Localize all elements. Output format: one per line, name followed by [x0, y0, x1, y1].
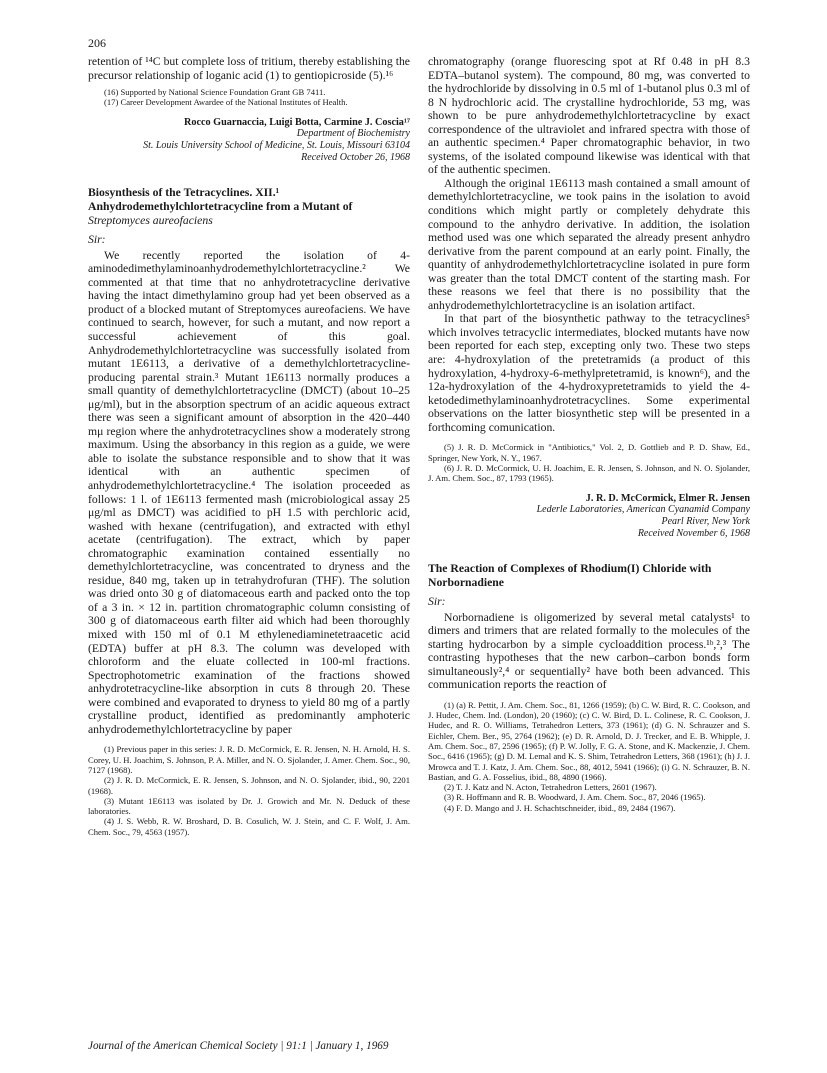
footnote-3: (3) Mutant 1E6113 was isolated by Dr. J. Growich and Mr. N. Deduck of these laboratories.: [88, 795, 410, 817]
left-column: [88, 55, 410, 837]
article-title: Biosynthesis of the Tetracyclines. XII.¹ Anhydrodemethylchlortetracycline from a Mutant of: [88, 185, 353, 213]
footnote-3-second-article: (3) R. Hoffmann and R. B. Woodward, J. Am. Chem. Soc., 87, 2046 (1965).: [444, 792, 706, 803]
institution-affiliation-2: Lederle Laboratories, American Cyanamid Company: [536, 503, 750, 515]
footnotes-left: [88, 744, 410, 837]
journal-footer: Journal of the American Chemical Society | 91:1 | January 1, 1969: [88, 1040, 389, 1052]
footnote-6: (6) J. R. D. McCormick, U. H. Joachim, E. R. Jensen, S. Johnson, and N. O. Sjolander, J. Am. Chem. Soc., 87, 1793 (1965).: [428, 462, 750, 484]
footnotes-previous-article: [88, 87, 410, 108]
footnote-2: (2) J. R. D. McCormick, E. R. Jensen, S. Johnson, and N. O. Sjolander, ibid., 90, 2201 (1968).: [88, 775, 410, 796]
paragraph-body-3: In that part of the biosynthetic pathway to the tetracyclines⁵ which involves tetracyclic intermediates, blocked mutants have now been reported for each step, excepting only two. These two steps are: 4-hydroxylation of the pretetramids (a product of this hydroxylation, 4-hydroxy-6-methylpretetramid, is known⁶), and the 12a-hydroxylation of the 4-hydroxypretetramids to yield the 4-ketodedimethylaminoanhydrotetracyclines. Some experimental observations on the latter biosynthetic step will be presented in a forthcoming comunication.: [428, 312, 750, 434]
location-affiliation-2: Pearl River, New York: [661, 515, 750, 527]
footnotes-right-top: [428, 442, 750, 483]
author-signature-2: J. R. D. McCormick, Elmer R. Jensen: [585, 492, 750, 504]
right-column: [428, 55, 750, 813]
footnote-1: (1) Previous paper in this series: J. R. D. McCormick, E. R. Jensen, N. H. Arnold, H. S. Corey, U. H. Joachim, S. Johnson, P. A. Miller, and N. O. Sjolander, J. Amer. Chem. Soc., 90, 7127 (1968).: [88, 744, 410, 775]
paragraph-continued: chromatography (orange fluorescing spot at Rf 0.48 in pH 8.3 EDTA–butanol system). The compound, 80 mg, was converted to the hydrochloride by dissolving in 0.5 ml of 1-butanol plus 0.3 ml of 8 N hydrochloric acid. The crystalline hydrochloride, 53 mg, was shown to be pure anhydrodemethylchlortetracycline by exact correspondence of the ultraviolet and infrared spectra with those of an authentic specimen.⁴ Paper chromatographic behavior, in two systems, of the isolated compound likewise was identical with that of the authentic specimen.: [428, 55, 750, 177]
salutation-2: Sir:: [428, 594, 446, 608]
footnote-4: (4) J. S. Webb, R. W. Broshard, D. B. Cosulich, W. J. Stein, and C. F. Wolf, J. Am. Chem. Soc., 79, 4563 (1957).: [88, 816, 410, 837]
received-date: Received October 26, 1968: [301, 151, 410, 163]
footnote-17: (17) Career Development Awardee of the National Institutes of Health.: [104, 97, 348, 108]
institution-affiliation: St. Louis University School of Medicine, St. Louis, Missouri 63104: [143, 139, 410, 151]
paragraph-intro: retention of ¹⁴C but complete loss of tritium, thereby establishing the precursor relationship of loganic acid (1) to gentiopicroside (5).¹⁶: [88, 55, 410, 82]
paragraph-body-1: We recently reported the isolation of 4-aminodedimethylaminoanhydrodemethylchlortetracycline.² We commented at that time that no anhydrotetracycline derivative having the intact dimethylamino group had yet been observed as a product of a blocked mutant of Streptomyces aureofaciens. We have continued to search, however, for such a mutant, and now report a successful achievement of this goal. Anhydrodemethylchlortetracycline was successfully isolated from mutant 1E6113, a derivative of a demethylchlortetracycline-producing parental strain.³ Mutant 1E6113 normally produces a small quantity of demethylchlortetracycline (DMCT) (about 10–25 μg/ml), but in the absorption spectrum of an acidic aqueous extract there was seen a significant amount of absorption in the 420–440 mμ region where the anhydrotetracyclines show a moderately strong maximum. Using the absorbancy in this region as a guide, we were able to isolate the substance responsible and to show that it was identical with an authentic specimen of anhydrodemethylchlortetracycline.⁴ The isolation proceeded as follows: 1 l. of 1E6113 fermented mash (microbiological assay 25 μg/ml as DMCT) was acidified to pH 1.5 with perchloric acid, washed with hexane (centrifugation), and extracted with ethyl acetate (centrifugation). The extract, which by paper chromatographic examination contained essentially no demethylchlortetracycline, was concentrated to dryness and the residue, 840 mg, taken up in tetrahydrofuran (THF). The solution was dried onto 30 g of diatomaceous earth and packed onto the top of a 3 in. × 12 in. partition chromatographic column consisting of 300 g of diatomaceous earth filter aid which had been thoroughly mixed with 150 ml of 0.1 M ethylenediaminetetraacetic acid (EDTA) buffer at pH 8.3. The column was developed with chloroform and the eluate collected in 100-ml fractions. Spectrophotometric examination of the fractions showed anhydrotetracycline-like absorption in cuts 8 through 20. These were combined and evaporated to dryness to yield 80 mg of a partly crystalline product, identified as predominantly amphoteric anhydrodemethylchlortetracycline by paper: [88, 248, 410, 736]
footnote-5: (5) J. R. D. McCormick in "Antibiotics," Vol. 2, D. Gottlieb and P. D. Shaw, Ed., Springer, New York, N. Y., 1967.: [428, 442, 750, 463]
footnote-1-second-article: (1) (a) R. Pettit, J. Am. Chem. Soc., 81, 1266 (1959); (b) C. W. Bird, R. C. Cookson, and J. Hudec, Chem. Ind. (London), 20 (1960); (c) C. W. Bird, D. L. Colinese, R. C. Cookson, J. Hudec, and R. O. Williams, Tetrahedron Letters, 373 (1961); (d) G. N. Schrauzer and S. Eichler, Chem. Ber., 95, 2764 (1962); (e) D. R. Arnold, D. J. Trecker, and E. B. Whipple, J. Am. Chem. Soc., 87, 2596 (1965); (f) P. W. Jolly, F. G. A. Stone, and K. Mackenzie, J. Chem. Soc., 6416 (1965); (g) D. M. Lemal and K. S. Shim, Tetrahedron Letters, 368 (1961); (h) J. J. Mrowca and T. J. Katz, J. Am. Chem. Soc., 88, 4012, 5941 (1966); (i) G. N. Schrauzer, B. N. Bastian, and G. A. Fosselius, ibid., 88, 4890 (1966).: [428, 699, 750, 782]
footnote-16: (16) Supported by National Science Foundation Grant GB 7411.: [104, 87, 326, 98]
article-title-organism: Streptomyces aureofaciens: [88, 213, 213, 227]
author-signature: Rocco Guarnaccia, Luigi Botta, Carmine J. Coscia¹⁷: [184, 116, 410, 128]
paragraph-body-2: Although the original 1E6113 mash contained a small amount of demethylchlortetracycline, we took pains in the isolation to avoid conditions which might partly or completely dehydrate this compound to the anhydro derivative. In addition, the isolation method used was one which separated the already present anhydro derivative from the parent compound at an early point. Finally, the quantity of anhydrodemethylchlortetracycline isolated in pure form was greater than the total DMCT content of the starting mash. For these reasons we feel that there is no possibility that the anhydrodemethylchlortetracycline is an isolation artifact.: [428, 176, 750, 312]
received-date-2: Received November 6, 1968: [637, 527, 750, 539]
page-number: 206: [88, 36, 106, 50]
footnote-4-second-article: (4) F. D. Mango and J. H. Schachtschneider, ibid., 89, 2484 (1967).: [444, 802, 676, 813]
department-affiliation: Department of Biochemistry: [296, 127, 410, 139]
footnotes-right-bottom: [428, 700, 750, 813]
paragraph-body-4: Norbornadiene is oligomerized by several metal catalysts¹ to dimers and trimers that are related formally to the molecules of the starting hydrocarbon by a simple cycloaddition process.¹ᵇ,²,³ The contrasting hypotheses that the new carbon–carbon bonds form simultaneously²,⁴ or sequentially² have both been advanced. This communication reports the reaction of: [428, 610, 750, 692]
salutation: Sir:: [88, 232, 106, 246]
footnote-2-second-article: (2) T. J. Katz and N. Acton, Tetrahedron Letters, 2601 (1967).: [444, 782, 657, 793]
article-title-2: The Reaction of Complexes of Rhodium(I) Chloride with Norbornadiene: [428, 561, 712, 589]
